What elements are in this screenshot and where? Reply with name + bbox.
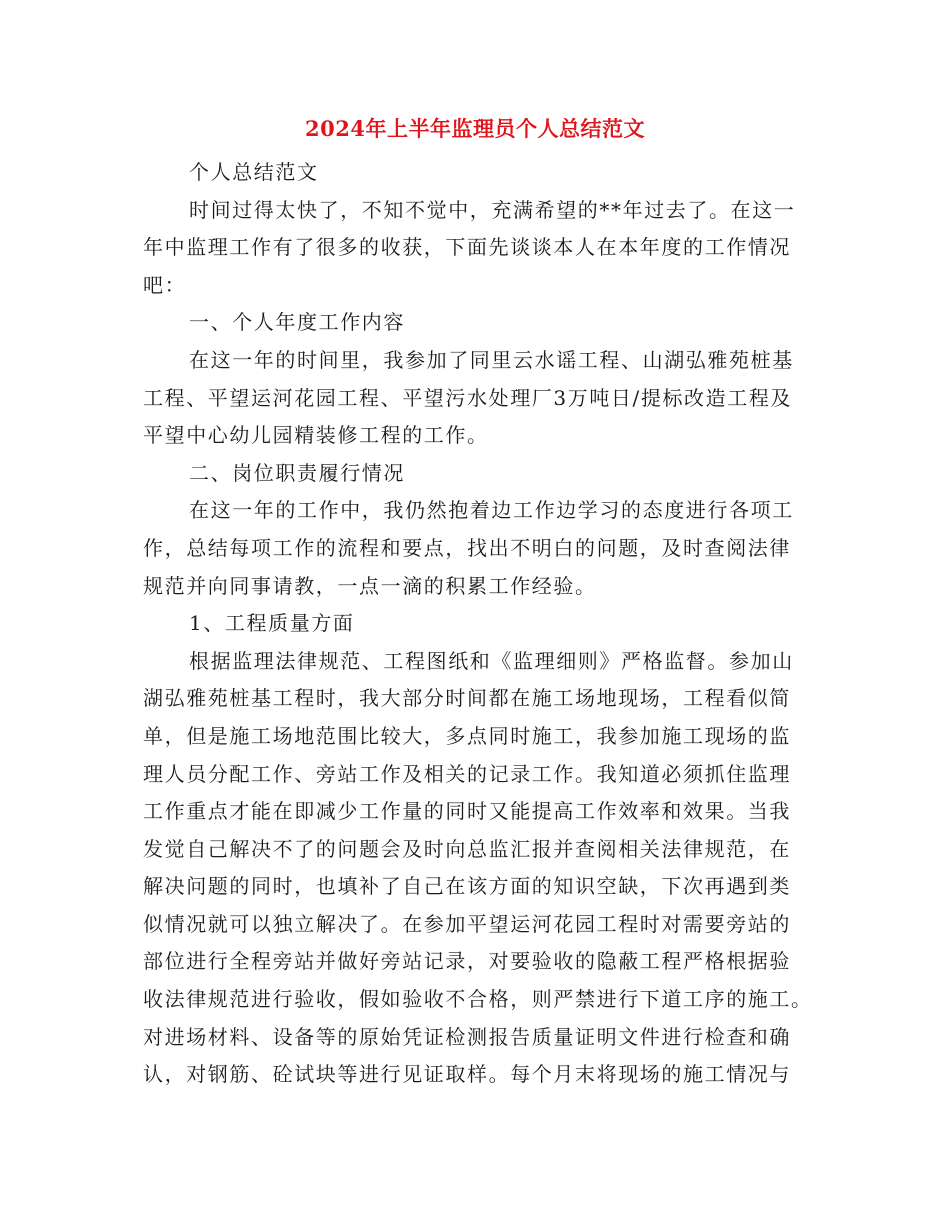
text-line: 发觉自己解决不了的问题会及时向总监汇报并查阅相关法律规范，在 (143, 836, 791, 861)
text-line: 解决问题的同时，也填补了自己在该方面的知识空缺，下次再遇到类 (143, 874, 791, 899)
text-line: 对进场材料、设备等的原始凭证检测报告质量证明文件进行检查和确 (143, 1024, 791, 1049)
text-line: 一、个人年度工作内容 (189, 310, 405, 335)
text-line: 根据监理法律规范、工程图纸和《监理细则》严格监督。参加山 (189, 648, 794, 673)
text-line: 时间过得太快了，不知不觉中，充满希望的**年过去了。在这一 (189, 197, 796, 222)
text-line: 单，但是施工场地范围比较大，多点同时施工，我参加施工现场的监 (143, 723, 791, 748)
text-line: 二、岗位职责履行情况 (189, 460, 405, 485)
document-body (143, 154, 813, 1094)
text-line: 理人员分配工作、旁站工作及相关的记录工作。我知道必须抓住监理 (143, 761, 791, 786)
text-line: 工作重点才能在即减少工作量的同时又能提高工作效率和效果。当我 (143, 799, 791, 824)
text-line: 吧： (143, 272, 187, 297)
text-line: 个人总结范文 (189, 160, 319, 184)
document-title: 2024年上半年监理员个人总结范文 (305, 116, 645, 141)
text-line: 平望中心幼儿园精装修工程的工作。 (143, 423, 489, 448)
text-line: 在这一年的时间里，我参加了同里云水谣工程、山湖弘雅苑桩基 (189, 347, 794, 372)
text-line: 年中监理工作有了很多的收获，下面先谈谈本人在本年度的工作情况 (143, 235, 791, 260)
text-line: 1、工程质量方面 (189, 611, 355, 636)
text-line: 在这一年的工作中，我仍然抱着边工作边学习的态度进行各项工 (189, 498, 794, 523)
text-line: 工程、平望运河花园工程、平望污水处理厂3万吨日/提标改造工程及 (143, 385, 793, 410)
text-line: 湖弘雅苑桩基工程时，我大部分时间都在施工场地现场，工程看似简 (143, 686, 791, 711)
text-line: 规范并向同事请教，一点一滴的积累工作经验。 (143, 573, 597, 598)
text-line: 似情况就可以独立解决了。在参加平望运河花园工程时对需要旁站的 (143, 911, 791, 936)
text-line: 收法律规范进行验收，假如验收不合格，则严禁进行下道工序的施工。 (143, 987, 813, 1012)
text-line: 认，对钢筋、砼试块等进行见证取样。每个月末将现场的施工情况与 (143, 1062, 791, 1087)
text-line: 部位进行全程旁站并做好旁站记录，对要验收的隐蔽工程严格根据验 (143, 949, 791, 974)
text-line: 作，总结每项工作的流程和要点，找出不明白的问题，及时查阅法律 (143, 535, 791, 560)
